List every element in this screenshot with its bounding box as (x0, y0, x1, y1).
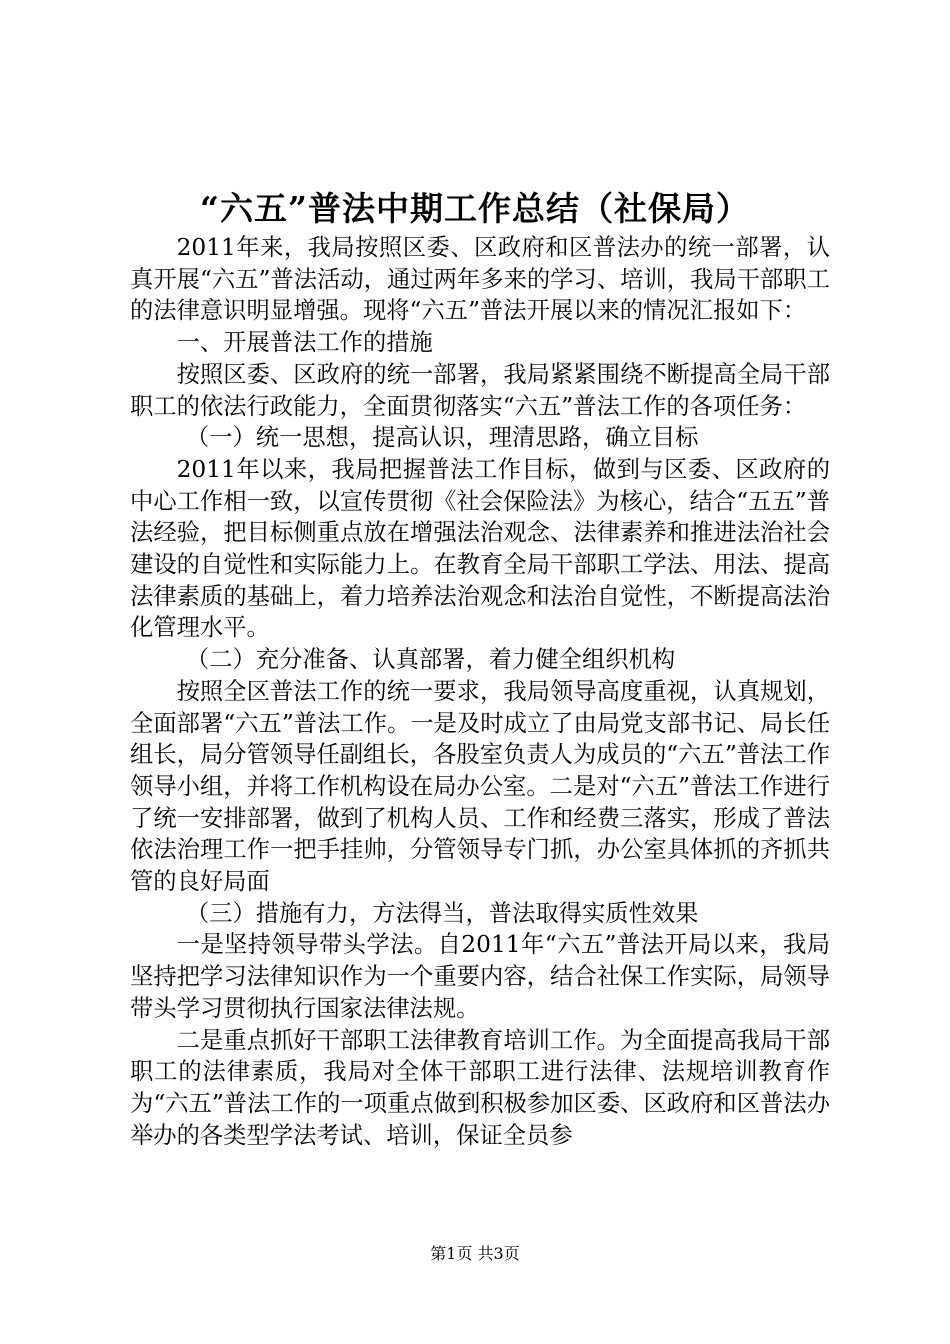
page-number-footer: 第1页 共3页 (430, 1244, 520, 1263)
paragraph-subsection-2: 按照全区普法工作的统一要求，我局领导高度重视，认真规划，全面部署“六五”普法工作。一是及时成立了由局党支部书记、局长任组长，局分管领导任副组长，各股室负责人为成员的“六五”普法工作领导小组，并将工作机构设在局办公室。二是对“六五”普法工作进行了统一安排部署，做到了机构人员、工作和经费三落实，形成了普法依法治理工作一把手挂帅，分管领导专门抓，办公室具体抓的齐抓共管的良好局面 (130, 677, 830, 896)
paragraph-intro: 2011年来，我局按照区委、区政府和区普法办的统一部署，认真开展“六五”普法活动，通过两年多来的学习、培训，我局干部职工的法律意识明显增强。现将“六五”普法开展以来的情况汇报如下： (130, 234, 830, 325)
paragraph-subsection-1: 2011年以来，我局把握普法工作目标，做到与区委、区政府的中心工作相一致，以宣传贯彻《社会保险法》为核心，结合“五五”普法经验，把目标侧重点放在增强法治观念、法律素养和推进法治社会建设的自觉性和实际能力上。在教育全局干部职工学法、用法、提高法律素质的基础上，着力培养法治观念和法治自觉性，不断提高法治化管理水平。 (130, 455, 830, 642)
section-heading-1: 一、开展普法工作的措施 (176, 329, 433, 357)
document-body (130, 232, 830, 1151)
subheading-1: （一）统一思想，提高认识，理清思路，确立目标 (185, 424, 699, 452)
paragraph-section-1-intro: 按照区委、区政府的统一部署，我局紧紧围绕不断提高全局干部职工的依法行政能力，全面贯彻落实“六五”普法工作的各项任务： (130, 360, 830, 420)
subheading-3: （三）措施有力，方法得当，普法取得实质性效果 (185, 899, 699, 927)
subheading-2: （二）充分准备、认真部署，着力健全组织机构 (185, 646, 676, 674)
paragraph-subsection-3-a: 一是坚持领导带头学法。自2011年“六五”普法开局以来，我局坚持把学习法律知识作为一个重要内容，结合社保工作实际，局领导带头学习贯彻执行国家法律法规。 (130, 931, 830, 1022)
document-title: “六五”普法中期工作总结（社保局） (200, 189, 750, 228)
paragraph-subsection-3-b: 二是重点抓好干部职工法律教育培训工作。为全面提高我局干部职工的法律素质，我局对全体干部职工进行法律、法规培训教育作为“六五”普法工作的一项重点做到积极参加区委、区政府和区普法办举办的各类型学法考试、培训，保证全员参 (130, 1026, 830, 1149)
